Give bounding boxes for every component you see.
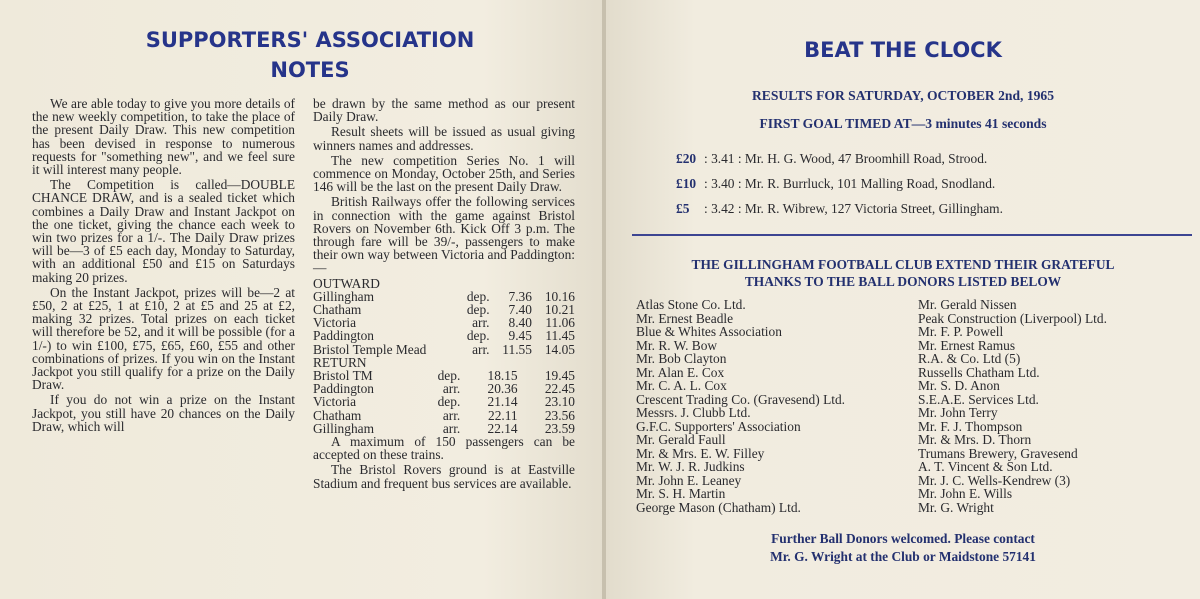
station-cell: Paddington xyxy=(313,381,375,397)
time-cell: 22.11 xyxy=(488,407,518,423)
list-item: G.F.C. Supporters' Association xyxy=(636,418,801,434)
dep-arr-cell: dep. xyxy=(437,368,461,384)
page-title-beat-the-clock: BEAT THE CLOCK xyxy=(804,38,1002,62)
title-line-1: SUPPORTERS' ASSOCIATION xyxy=(145,28,475,52)
notes-column-1 xyxy=(32,97,295,435)
right-page xyxy=(606,0,1200,599)
list-item: Mr. John E. Wills xyxy=(918,486,1013,501)
table-row xyxy=(313,409,575,422)
table-row xyxy=(313,395,575,408)
donors-list-right xyxy=(918,298,1188,514)
list-item: Peak Construction (Liverpool) Ltd. xyxy=(918,310,1107,326)
paragraph: If you do not win a prize on the Instant Jackpot, you still have 20 chances on the Daily Draw, which will xyxy=(32,392,295,434)
list-item: Mr. R. W. Bow xyxy=(636,337,718,353)
outward-timetable xyxy=(313,290,575,356)
footer-line-1: Further Ball Donors welcomed. Please contact xyxy=(771,531,1035,546)
paragraph: We are able today to give you more details of the new weekly competition, to take the place of the present Daily Draw. This new competition has been devised in response to numerous requests for "something new", and we feel sure it will interest many people. xyxy=(32,96,295,178)
list-item: Mr. S. D. Anon xyxy=(918,378,1000,393)
table-row xyxy=(313,343,575,356)
list-item: George Mason (Chatham) Ltd. xyxy=(636,499,801,515)
list-item: Mr. Bob Clayton xyxy=(636,351,727,366)
time-cell: 9.45 xyxy=(508,328,532,344)
donors-list-left xyxy=(636,298,906,514)
time-cell: 10.16 xyxy=(544,288,575,304)
list-item: A. T. Vincent & Son Ltd. xyxy=(918,459,1053,474)
winner-details: : 3.40 : Mr. R. Burrluck, 101 Malling Road, Snodland. xyxy=(704,176,996,191)
time-cell: 10.21 xyxy=(544,302,575,318)
dep-arr-cell: arr. xyxy=(472,315,490,331)
time-cell: 23.10 xyxy=(544,394,575,410)
list-item: Mr. Ernest Beadle xyxy=(636,310,734,326)
paragraph: British Railways offer the following services in connection with the game against Bristol Rovers on November 6th. Kick Off 3 p.m. The through fare will be 39/-, passengers to make their own way between Victoria and Paddington:— xyxy=(313,194,575,276)
time-cell: 11.55 xyxy=(502,341,532,357)
prize-amount: £10 xyxy=(676,176,697,191)
result-row xyxy=(676,151,987,167)
time-cell: 8.40 xyxy=(508,315,532,331)
list-item: Russells Chatham Ltd. xyxy=(918,364,1040,380)
list-item: Mr. Alan E. Cox xyxy=(636,364,725,380)
prize-amount: £20 xyxy=(676,151,697,166)
station-cell: Paddington xyxy=(313,328,375,344)
list-item: Mr. S. H. Martin xyxy=(636,486,726,501)
thanks-line-1: THE GILLINGHAM FOOTBALL CLUB EXTEND THEIR GRATEFUL xyxy=(691,257,1115,272)
list-item: Mr. F. J. Thompson xyxy=(918,418,1023,434)
paragraph: be drawn by the same method as our present Daily Draw. xyxy=(313,96,575,125)
station-cell: Chatham xyxy=(313,407,362,423)
table-row xyxy=(313,329,575,342)
dep-arr-cell: dep. xyxy=(466,288,490,304)
dep-arr-cell: arr. xyxy=(472,341,490,357)
notes-column-2 xyxy=(313,97,575,492)
dep-arr-cell: dep. xyxy=(466,302,490,318)
paragraph: The Competition is called—DOUBLE CHANCE DRAW, and is a sealed ticket which combines a Daily Draw and Instant Jackpot on the one ticket, giving the chance each week to win two prizes for a 1/-. The Daily Draw prizes will be—3 of £5 each day, Monday to Saturday, with an additional £50 and £15 on Saturdays making 20 prizes. xyxy=(32,177,295,285)
time-cell: 23.59 xyxy=(544,420,575,436)
list-item: Mr. W. J. R. Judkins xyxy=(636,459,745,474)
station-cell: Bristol TM xyxy=(313,368,373,384)
list-item: Mr. & Mrs. E. W. Filley xyxy=(636,445,765,461)
results-heading: RESULTS FOR SATURDAY, OCTOBER 2nd, 1965 xyxy=(751,88,1055,103)
time-cell: 7.40 xyxy=(508,302,532,318)
list-item: Mr. C. A. L. Cox xyxy=(636,378,727,393)
return-heading: RETURN xyxy=(313,354,367,370)
station-cell: Gillingham xyxy=(313,288,374,304)
time-cell: 22.14 xyxy=(487,420,518,436)
winner-details: : 3.42 : Mr. R. Wibrew, 127 Victoria Street, Gillingham. xyxy=(704,201,1003,216)
result-row xyxy=(676,201,1003,217)
list-item: Mr. G. Wright xyxy=(918,499,994,515)
station-cell: Victoria xyxy=(313,394,357,410)
time-cell: 20.36 xyxy=(487,381,518,397)
list-item: Mr. John E. Leaney xyxy=(636,472,742,488)
time-cell: 21.14 xyxy=(487,394,518,410)
list-item: R.A. & Co. Ltd (5) xyxy=(918,351,1021,366)
time-cell: 18.15 xyxy=(487,368,518,384)
station-cell: Bristol Temple Mead xyxy=(313,341,427,357)
donor-contact-footer xyxy=(606,530,1200,566)
paragraph: Result sheets will be issued as usual giving winners names and addresses. xyxy=(313,124,575,153)
list-item: Mr. Ernest Ramus xyxy=(918,337,1016,353)
title-line-2: NOTES xyxy=(270,58,350,82)
page-title-supporters xyxy=(40,28,580,82)
station-cell: Chatham xyxy=(313,302,362,318)
list-item: Messrs. J. Clubb Ltd. xyxy=(636,405,751,420)
return-timetable xyxy=(313,369,575,435)
dep-arr-cell: dep. xyxy=(437,394,461,410)
thanks-heading xyxy=(616,256,1190,290)
time-cell: 14.05 xyxy=(544,341,575,357)
time-cell: 11.06 xyxy=(545,315,575,331)
prize-amount: £5 xyxy=(676,201,690,216)
list-item: Mr. John Terry xyxy=(918,405,998,420)
dep-arr-cell: arr. xyxy=(442,407,461,423)
list-item: Mr. F. P. Powell xyxy=(918,324,1004,339)
dep-arr-cell: arr. xyxy=(442,420,461,436)
paragraph: The Bristol Rovers ground is at Eastville Stadium and frequent bus services are available. xyxy=(313,462,575,491)
footer-line-2: Mr. G. Wright at the Club or Maidstone 57141 xyxy=(770,549,1036,564)
list-item: Mr. & Mrs. D. Thorn xyxy=(918,432,1032,447)
paragraph: A maximum of 150 passengers can be accepted on these trains. xyxy=(313,434,575,463)
result-row xyxy=(676,176,995,192)
station-cell: Victoria xyxy=(313,315,357,331)
outward-heading: OUTWARD xyxy=(313,275,380,291)
list-item: Crescent Trading Co. (Gravesend) Ltd. xyxy=(636,391,846,407)
time-cell: 22.45 xyxy=(544,381,575,397)
list-item: Mr. Gerald Nissen xyxy=(918,297,1017,312)
list-item: Mr. Gerald Faull xyxy=(636,432,726,447)
dep-arr-cell: arr. xyxy=(442,381,461,397)
list-item: Trumans Brewery, Gravesend xyxy=(918,445,1078,461)
time-cell: 7.36 xyxy=(508,288,532,304)
first-goal-heading: FIRST GOAL TIMED AT—3 minutes 41 seconds xyxy=(759,116,1047,131)
list-item: Blue & Whites Association xyxy=(636,324,782,339)
station-cell: Gillingham xyxy=(313,420,374,436)
list-item: Atlas Stone Co. Ltd. xyxy=(636,297,746,312)
paragraph: On the Instant Jackpot, prizes will be—2 at £50, 2 at £25, 1 at £10, 2 at £5 and 25 at £2, making 32 prizes. Total prizes on each ticket will therefore be 52, and it will be possible (for a 1/-) to win £100, £75, £65, £60, £55 and other combinations of prizes. If you win on the Instant Jackpot you still qualify for a prize on the Daily Draw. xyxy=(32,284,295,393)
dep-arr-cell: dep. xyxy=(466,328,490,344)
list-item: Mr. J. C. Wells-Kendrew (3) xyxy=(918,472,1071,488)
winner-details: : 3.41 : Mr. H. G. Wood, 47 Broomhill Road, Strood. xyxy=(704,151,988,166)
time-cell: 19.45 xyxy=(544,368,575,384)
list-item: S.E.A.E. Services Ltd. xyxy=(918,391,1039,407)
thanks-line-2: THANKS TO THE BALL DONORS LISTED BELOW xyxy=(744,274,1062,289)
divider xyxy=(632,234,1192,236)
paragraph: The new competition Series No. 1 will commence on Monday, October 25th, and Series 146 will be the last on the present Daily Draw. xyxy=(313,152,575,195)
time-cell: 11.45 xyxy=(545,328,575,344)
time-cell: 23.56 xyxy=(544,407,575,423)
